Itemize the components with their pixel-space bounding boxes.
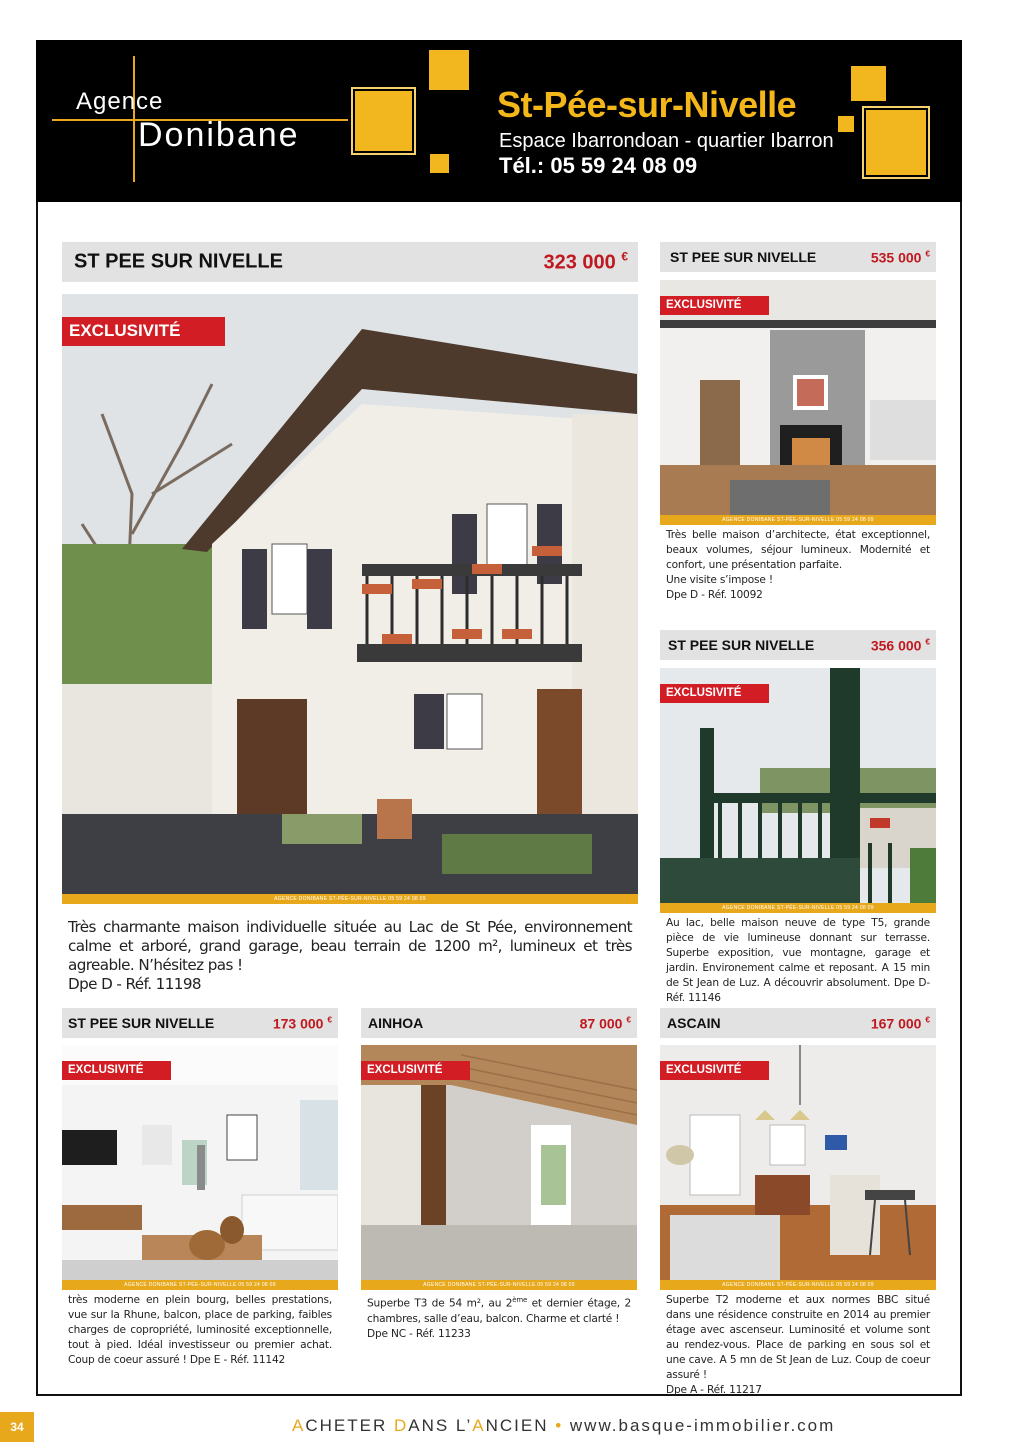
listing-town: ST PEE SUR NIVELLE [74,250,283,273]
photo-credit: AGENCE DONIBANE ST-PÉE-SUR-NIVELLE 05 59 24 08 09 [660,515,936,525]
exclusive-tag: EXCLUSIVITÉ [361,1061,470,1080]
listing-price: 535 000 € [870,248,930,266]
listing-description: Superbe T3 de 54 m², au 2ème et dernier étage, 2 chambres, salle d’eau, balcon. Charme et clarté ! Dpe NC - Réf. 11233 [367,1296,631,1340]
agency-city: St-Pée-sur-Nivelle [497,84,797,125]
decor-square [429,50,469,90]
listing-photo[interactable] [660,1045,936,1290]
decor-square [430,154,449,173]
listing-card[interactable] [660,1008,936,1396]
listing-price: 167 000 € [870,1014,930,1032]
listing-description: Très charmante maison individuelle située au Lac de St Pée, environnement calme et arboré, grand garage, beau terrain de 1200 m², lumineux et très agreable. N’hésitez pas ! Dpe D - Réf. 11198 [68,918,632,993]
listing-header [62,242,638,282]
logo-word-donibane: Donibane [138,116,300,154]
logo-line [133,56,135,182]
decor-square [866,110,926,175]
listing-price: 356 000 € [870,636,930,654]
listing-photo[interactable] [660,280,936,525]
listing-photo[interactable] [62,1045,338,1290]
listing-town: ASCAIN [667,1015,721,1031]
listing-photo[interactable] [62,294,638,904]
listing-header [361,1008,637,1038]
listing-price: 323 000 € [543,249,628,274]
listing-description: Au lac, belle maison neuve de type T5, grande pièce de vie lumineuse donnant sur terrasse. Superbe exposition, vue montagne, garage et jardin. Environement calme et reposant. A 15 min de St Jean de Luz. A découvrir absolument. Dpe D- Réf. 11146 [666,917,930,1004]
listing-town: ST PEE SUR NIVELLE [670,249,817,265]
logo-word-agence: Agence [76,88,164,115]
listing-card[interactable] [660,242,936,607]
exclusive-tag: EXCLUSIVITÉ [62,1061,171,1080]
listing-header [660,1008,936,1038]
listing-description: Très belle maison d’architecte, état exceptionnel, beaux volumes, séjour lumineux. Modernité et confort, une présentation parfaite. Une visite s’impose ! Dpe D - Réf. 10092 [666,529,930,601]
exclusive-tag: EXCLUSIVITÉ [660,684,769,703]
decor-square [851,66,886,101]
page-number: 34 [0,1412,34,1442]
exclusive-tag: EXCLUSIVITÉ [660,296,769,315]
listing-header [660,242,936,272]
listing-card[interactable] [62,1008,338,1393]
page-footer [0,1412,1024,1442]
exclusive-tag: EXCLUSIVITÉ [660,1061,769,1080]
listing-price: 173 000 € [272,1014,332,1032]
listing-card[interactable] [660,630,936,1004]
listing-description: Superbe T2 moderne et aux normes BBC situé dans une résidence construite en 2014 au premier étage avec ascenseur. Luminosité et volume sont au rendez-vous. Place de parking en sous sol et une cave. A 5 mn de St Jean de Luz. Coup de coeur assuré ! Dpe A - Réf. 11217 [666,1294,930,1396]
listing-description: très moderne en plein bourg, belles prestations, vue sur la Rhune, balcon, place de parking, faibles charges de copropriété, luminosité exceptionnelle, tout à pied. Idéal investisseur ou premier achat. Coup de coeur assuré ! Dpe E - Réf. 11142 [68,1294,332,1366]
photo-credit: AGENCE DONIBANE ST-PÉE-SUR-NIVELLE 05 59 24 08 09 [660,903,936,913]
decor-square [355,91,412,151]
listing-price: 87 000 € [579,1014,631,1032]
listing-header [660,630,936,660]
listing-card[interactable] [361,1008,637,1393]
agency-phone: Tél.: 05 59 24 08 09 [499,153,698,178]
listing-town: AINHOA [368,1015,424,1031]
photo-credit: AGENCE DONIBANE ST-PÉE-SUR-NIVELLE 05 59 24 08 09 [361,1280,637,1290]
listing-photo[interactable] [660,668,936,913]
decor-square [838,116,854,132]
footer-url[interactable]: www.basque-immobilier.com [569,1416,836,1435]
footer-tagline: ACHETER DANS L’ANCIEN • www.basque-immobilier.com [292,1416,836,1435]
exclusive-tag: EXCLUSIVITÉ [62,317,225,346]
listing-photo[interactable] [361,1045,637,1290]
photo-credit: AGENCE DONIBANE ST-PÉE-SUR-NIVELLE 05 59 24 08 09 [660,1280,936,1290]
photo-credit: AGENCE DONIBANE ST-PÉE-SUR-NIVELLE 05 59 24 08 09 [62,1280,338,1290]
agency-address: Espace Ibarrondoan - quartier Ibarron [499,130,834,152]
photo-credit: AGENCE DONIBANE ST-PÉE-SUR-NIVELLE 05 59 24 08 09 [62,894,638,904]
listing-header [62,1008,338,1038]
listing-card[interactable] [62,242,638,993]
listing-town: ST PEE SUR NIVELLE [668,637,815,653]
listing-town: ST PEE SUR NIVELLE [68,1015,215,1031]
